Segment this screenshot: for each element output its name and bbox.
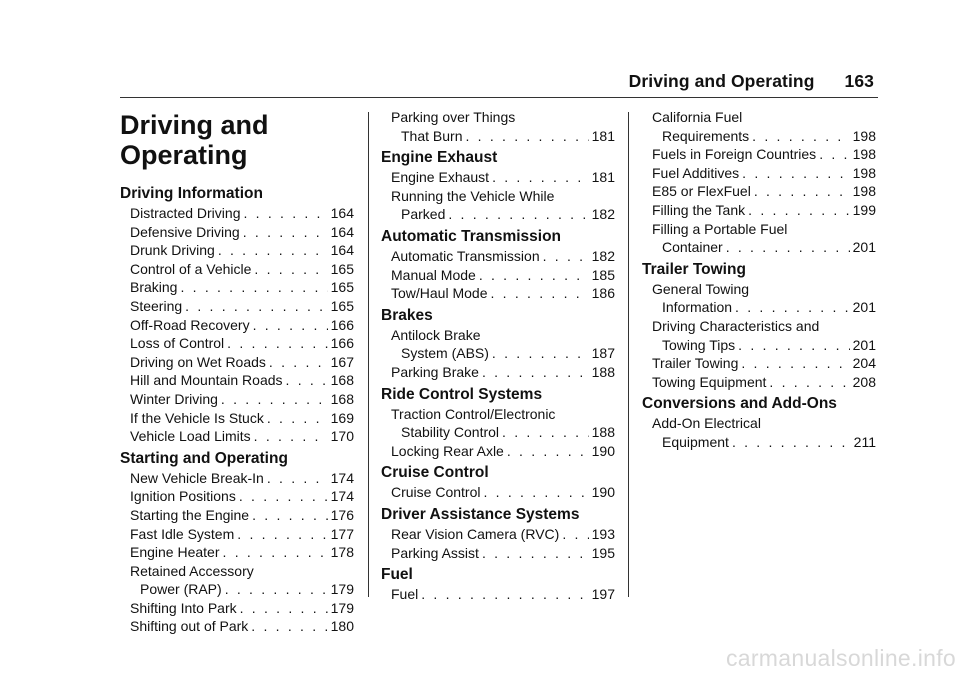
toc-entry-row bbox=[652, 182, 876, 201]
toc-entry-label-line: Traction Control/Electronic bbox=[391, 405, 556, 422]
section-heading: Conversions and Add-Ons bbox=[642, 395, 837, 413]
toc-entry-page: 181 bbox=[591, 169, 615, 186]
toc-entry bbox=[381, 483, 615, 502]
toc-entry-label: Parking Assist bbox=[391, 544, 479, 561]
toc-entry-row bbox=[391, 544, 615, 563]
toc-entry bbox=[381, 525, 615, 544]
toc-entry bbox=[120, 469, 354, 488]
toc-entry-row bbox=[652, 336, 876, 355]
toc-entry-page: 197 bbox=[591, 586, 615, 603]
dot-leader bbox=[738, 336, 849, 355]
toc-entry-label: New Vehicle Break-In bbox=[130, 469, 264, 486]
toc-entry-row bbox=[130, 278, 354, 297]
dot-leader bbox=[251, 617, 327, 636]
toc-entry-label-line: Retained Accessory bbox=[130, 562, 254, 579]
toc-entry bbox=[642, 373, 876, 392]
toc-entry-label: Driving on Wet Roads bbox=[130, 353, 266, 370]
toc-entry-label: E85 or FlexFuel bbox=[652, 183, 751, 200]
toc-entry-row bbox=[130, 223, 354, 242]
toc-entry-label: System (ABS) bbox=[401, 345, 489, 362]
toc-entry bbox=[642, 201, 876, 220]
toc-entry-label: Fuels in Foreign Countries bbox=[652, 146, 817, 163]
toc-entry-page: 164 bbox=[330, 242, 354, 259]
toc-entry-row bbox=[391, 168, 615, 187]
toc-entry-page: 177 bbox=[330, 525, 354, 542]
dot-leader bbox=[180, 278, 327, 297]
toc-entry-page: 199 bbox=[852, 201, 876, 218]
toc-entry-page: 167 bbox=[330, 353, 354, 370]
toc-entry-row bbox=[130, 371, 354, 390]
toc-entry-row bbox=[130, 297, 354, 316]
dot-leader bbox=[492, 344, 589, 363]
toc-entry-row bbox=[130, 427, 354, 446]
toc-entry-page: 179 bbox=[330, 581, 354, 598]
toc-entry-row bbox=[391, 247, 615, 266]
toc-entry bbox=[120, 353, 354, 372]
dot-leader bbox=[185, 297, 327, 316]
section-heading: Starting and Operating bbox=[120, 449, 288, 467]
running-header-title: Driving and Operating bbox=[628, 71, 815, 91]
toc-entry-label: Equipment bbox=[662, 433, 729, 450]
toc-entry-label: Fuel Additives bbox=[652, 164, 740, 181]
section-heading: Trailer Towing bbox=[642, 260, 746, 278]
toc-entry bbox=[642, 414, 876, 451]
toc-entry bbox=[120, 617, 354, 636]
toc-entry-row bbox=[652, 145, 876, 164]
dot-leader bbox=[465, 127, 588, 146]
toc-entry-label: Parked bbox=[401, 206, 446, 223]
toc-entry-label: Rear Vision Camera (RVC) bbox=[391, 525, 560, 542]
toc-entry-page: 195 bbox=[591, 544, 615, 561]
toc-entry-label: Distracted Driving bbox=[130, 205, 241, 221]
toc-entry bbox=[642, 145, 876, 164]
toc-entry bbox=[381, 168, 615, 187]
toc-entry-label: Vehicle Load Limits bbox=[130, 428, 251, 445]
header-rule bbox=[120, 97, 878, 98]
dot-leader bbox=[819, 145, 849, 164]
toc-entry-label: Tow/Haul Mode bbox=[391, 285, 488, 302]
toc-entry-page: 201 bbox=[852, 299, 876, 316]
toc-entry-page: 179 bbox=[330, 599, 354, 616]
toc-entry-label: Shifting Into Park bbox=[130, 599, 237, 616]
toc-entry-page: 166 bbox=[330, 316, 354, 333]
section-heading: Cruise Control bbox=[381, 464, 489, 482]
toc-entry-page: 182 bbox=[591, 206, 615, 223]
toc-entry-row bbox=[391, 483, 615, 502]
toc-entry-row bbox=[391, 585, 615, 604]
toc-entry-label: Steering bbox=[130, 297, 183, 314]
dot-leader bbox=[286, 371, 328, 390]
section-heading: Fuel bbox=[381, 566, 413, 584]
toc-entry-row bbox=[130, 617, 354, 636]
dot-leader bbox=[482, 363, 589, 382]
toc-entry-label: Engine Heater bbox=[130, 544, 220, 561]
toc-entry-page: 182 bbox=[591, 247, 615, 264]
section-heading: Automatic Transmission bbox=[381, 227, 562, 245]
dot-leader bbox=[752, 127, 849, 146]
toc-entry-page: 174 bbox=[330, 488, 354, 505]
toc-entry bbox=[381, 284, 615, 303]
toc-entry-page: 164 bbox=[330, 223, 354, 240]
toc-entry-label: Filling the Tank bbox=[652, 201, 746, 218]
toc-entry-row bbox=[652, 298, 876, 317]
toc-entry-row bbox=[391, 525, 615, 544]
toc-entry-row bbox=[130, 543, 354, 562]
toc-entry bbox=[120, 334, 354, 353]
dot-leader bbox=[492, 168, 589, 187]
toc-entry-label: If the Vehicle Is Stuck bbox=[130, 409, 264, 426]
dot-leader bbox=[448, 205, 588, 224]
toc-entry-label-line: Running the Vehicle While bbox=[391, 187, 555, 204]
toc-entry-row bbox=[652, 164, 876, 183]
toc-entry-page: 211 bbox=[853, 433, 876, 450]
toc-entry-page: 176 bbox=[330, 506, 354, 523]
toc-entry-page: 180 bbox=[330, 618, 354, 635]
toc-entry-label: Trailer Towing bbox=[652, 355, 739, 372]
toc-entry-page: 190 bbox=[591, 484, 615, 501]
toc-entry-label-line: General Towing bbox=[652, 280, 750, 297]
dot-leader bbox=[769, 373, 849, 392]
dot-leader bbox=[507, 442, 589, 461]
toc-entry-label-line: Driving Characteristics and bbox=[652, 317, 820, 334]
toc-entry-row bbox=[130, 525, 354, 544]
toc-entry bbox=[120, 371, 354, 390]
toc-entry bbox=[381, 585, 615, 604]
toc-entry-label-line: Add-On Electrical bbox=[652, 415, 761, 432]
toc-entry-label: Loss of Control bbox=[130, 335, 225, 352]
toc-entry bbox=[120, 223, 354, 242]
section-heading: Driving Information bbox=[120, 185, 263, 202]
dot-leader bbox=[254, 427, 328, 446]
toc-entry-page: 165 bbox=[330, 279, 354, 296]
toc-entry bbox=[381, 405, 615, 442]
toc-entry-label-line: California Fuel bbox=[652, 109, 743, 125]
toc-entry bbox=[120, 390, 354, 409]
dot-leader bbox=[483, 483, 588, 502]
dot-leader bbox=[562, 525, 588, 544]
dot-leader bbox=[252, 506, 328, 525]
toc-column-3-sections bbox=[642, 108, 876, 452]
toc-entry-label: Fast Idle System bbox=[130, 525, 235, 542]
toc-entry-page: 198 bbox=[852, 183, 876, 200]
toc-entry bbox=[642, 354, 876, 373]
dot-leader bbox=[742, 164, 849, 183]
dot-leader bbox=[223, 543, 328, 562]
dot-leader bbox=[243, 223, 328, 242]
toc-entry-row bbox=[130, 506, 354, 525]
toc-entry-label: Stability Control bbox=[401, 424, 500, 441]
toc-entry-row bbox=[130, 469, 354, 488]
toc-entry-row bbox=[130, 334, 354, 353]
toc-entry bbox=[642, 164, 876, 183]
toc-entry-label: Parking Brake bbox=[391, 363, 479, 380]
toc-entry-label: Fuel bbox=[391, 586, 419, 603]
toc-entry-page: 185 bbox=[591, 266, 615, 283]
toc-entry-label: Engine Exhaust bbox=[391, 169, 490, 186]
toc-entry bbox=[381, 187, 615, 224]
toc-entry bbox=[381, 363, 615, 382]
toc-entry-page: 201 bbox=[852, 336, 876, 353]
toc-entry-row bbox=[130, 487, 354, 506]
toc-entry bbox=[642, 182, 876, 201]
toc-entry bbox=[381, 266, 615, 285]
toc-entry bbox=[120, 506, 354, 525]
dot-leader bbox=[502, 423, 589, 442]
chapter-title-line-1: Driving and bbox=[120, 110, 269, 140]
toc-entry-row bbox=[130, 599, 354, 618]
toc-entry-page: 165 bbox=[330, 260, 354, 277]
toc-entry-label: Defensive Driving bbox=[130, 223, 240, 240]
toc-entry bbox=[120, 297, 354, 316]
dot-leader bbox=[732, 433, 851, 452]
toc-entry-label-line: Filling a Portable Fuel bbox=[652, 220, 788, 237]
toc-entry-page: 187 bbox=[591, 345, 615, 362]
column-divider-2 bbox=[628, 112, 629, 597]
toc-entry-label: Winter Driving bbox=[130, 390, 218, 407]
toc-entry bbox=[381, 247, 615, 266]
toc-column-2 bbox=[381, 108, 615, 604]
toc-entry-page: 198 bbox=[852, 164, 876, 181]
dot-leader bbox=[479, 266, 589, 285]
toc-entry bbox=[381, 544, 615, 563]
toc-entry-label: Off-Road Recovery bbox=[130, 316, 250, 333]
toc-entry-label: Shifting out of Park bbox=[130, 618, 249, 635]
dot-leader bbox=[269, 353, 328, 372]
toc-entry bbox=[120, 316, 354, 335]
toc-entry-page: 174 bbox=[330, 469, 354, 486]
toc-entry bbox=[120, 525, 354, 544]
toc-entry-page: 170 bbox=[330, 428, 354, 445]
toc-entry-label-line: Antilock Brake bbox=[391, 326, 481, 343]
section-heading: Engine Exhaust bbox=[381, 149, 498, 167]
toc-entry-row bbox=[130, 316, 354, 335]
dot-leader bbox=[754, 182, 850, 201]
toc-entry-page: 164 bbox=[330, 205, 354, 221]
toc-entry-row bbox=[130, 409, 354, 428]
toc-entry bbox=[381, 442, 615, 461]
toc-entry-row bbox=[652, 433, 876, 452]
toc-entry-page: 165 bbox=[330, 297, 354, 314]
toc-entry-label: Requirements bbox=[662, 127, 750, 144]
toc-entry bbox=[120, 241, 354, 260]
toc-entry bbox=[120, 562, 354, 599]
toc-entry-page: 178 bbox=[330, 544, 354, 561]
toc-entry-row bbox=[652, 354, 876, 373]
chapter-title bbox=[120, 110, 354, 170]
toc-entry-row bbox=[391, 205, 615, 224]
toc-entry-page: 168 bbox=[330, 372, 354, 389]
dot-leader bbox=[726, 238, 850, 257]
toc-column-1-sections bbox=[120, 184, 354, 636]
toc-entry-label: Power (RAP) bbox=[140, 581, 222, 598]
toc-column-1 bbox=[120, 108, 354, 636]
dot-leader bbox=[240, 599, 328, 618]
toc-entry-row bbox=[652, 201, 876, 220]
toc-entry-row bbox=[391, 423, 615, 442]
toc-entry-page: 198 bbox=[852, 127, 876, 144]
chapter-title-line-2: Operating bbox=[120, 140, 248, 170]
dot-leader bbox=[421, 585, 588, 604]
toc-entry-label: Control of a Vehicle bbox=[130, 260, 252, 277]
toc-entry bbox=[381, 108, 615, 145]
dot-leader bbox=[254, 260, 327, 279]
toc-entry-page: 190 bbox=[591, 442, 615, 459]
toc-entry-row bbox=[391, 344, 615, 363]
dot-leader bbox=[482, 544, 589, 563]
toc-entry-page: 188 bbox=[591, 363, 615, 380]
dot-leader bbox=[267, 469, 328, 488]
toc-entry-label-line: Parking over Things bbox=[391, 109, 516, 125]
toc-entry-page: 166 bbox=[330, 335, 354, 352]
toc-entry bbox=[120, 543, 354, 562]
dot-leader bbox=[221, 390, 328, 409]
toc-entry-row bbox=[391, 284, 615, 303]
toc-entry bbox=[642, 108, 876, 145]
toc-entry-row bbox=[391, 266, 615, 285]
toc-entry-label: That Burn bbox=[401, 127, 463, 144]
page-number: 163 bbox=[844, 71, 874, 91]
dot-leader bbox=[253, 316, 328, 335]
column-divider-1 bbox=[368, 112, 369, 597]
toc-entry-page: 204 bbox=[852, 355, 876, 372]
dot-leader bbox=[225, 580, 328, 599]
toc-entry-label: Drunk Driving bbox=[130, 242, 215, 259]
dot-leader bbox=[491, 284, 589, 303]
section-heading: Ride Control Systems bbox=[381, 385, 543, 403]
section-heading: Brakes bbox=[381, 306, 433, 324]
toc-entry-page: 193 bbox=[591, 525, 615, 542]
toc-entry-page: 198 bbox=[852, 146, 876, 163]
toc-entry-page: 168 bbox=[330, 390, 354, 407]
dot-leader bbox=[243, 204, 327, 223]
toc-column-2-sections bbox=[381, 108, 615, 604]
running-header bbox=[629, 71, 874, 92]
dot-leader bbox=[741, 354, 849, 373]
toc-entry-label: Towing Equipment bbox=[652, 373, 767, 390]
toc-entry bbox=[120, 409, 354, 428]
toc-entry-label: Ignition Positions bbox=[130, 488, 236, 505]
toc-entry bbox=[120, 599, 354, 618]
toc-entry bbox=[120, 260, 354, 279]
dot-leader bbox=[237, 525, 327, 544]
dot-leader bbox=[218, 241, 328, 260]
toc-entry-label: Locking Rear Axle bbox=[391, 442, 504, 459]
dot-leader bbox=[227, 334, 327, 353]
toc-entry-label: Braking bbox=[130, 279, 178, 296]
dot-leader bbox=[748, 201, 850, 220]
toc-entry bbox=[642, 220, 876, 257]
toc-entry-row bbox=[130, 241, 354, 260]
toc-entry-page: 201 bbox=[852, 239, 876, 256]
dot-leader bbox=[267, 409, 328, 428]
toc-entry-row bbox=[391, 127, 615, 146]
toc-entry-row bbox=[652, 238, 876, 257]
toc-entry-row bbox=[130, 580, 354, 599]
toc-entry-label: Information bbox=[662, 299, 733, 316]
toc-entry-row bbox=[391, 442, 615, 461]
toc-entry-label: Towing Tips bbox=[662, 336, 736, 353]
toc-entry-row bbox=[130, 204, 354, 223]
watermark: carmanualsonline.info bbox=[725, 645, 956, 671]
toc-entry-row bbox=[391, 363, 615, 382]
toc-entry bbox=[381, 326, 615, 363]
toc-entry-row bbox=[652, 127, 876, 146]
toc-column-3 bbox=[642, 108, 876, 452]
toc-entry-label: Starting the Engine bbox=[130, 506, 250, 523]
toc-entry-label: Container bbox=[662, 239, 723, 256]
toc-entry-row bbox=[652, 373, 876, 392]
section-heading: Driver Assistance Systems bbox=[381, 505, 580, 523]
toc-entry bbox=[120, 487, 354, 506]
toc-entry-row bbox=[130, 260, 354, 279]
toc-entry-page: 186 bbox=[591, 285, 615, 302]
dot-leader bbox=[239, 487, 328, 506]
toc-entry-page: 181 bbox=[591, 127, 615, 144]
toc-entry-label: Automatic Transmission bbox=[391, 247, 540, 264]
toc-entry-page: 188 bbox=[591, 424, 615, 441]
toc-entry bbox=[642, 280, 876, 317]
toc-entry bbox=[120, 204, 354, 223]
dot-leader bbox=[543, 247, 589, 266]
dot-leader bbox=[735, 298, 850, 317]
toc-entry-label: Hill and Mountain Roads bbox=[130, 372, 283, 389]
toc-entry-page: 208 bbox=[852, 373, 876, 390]
toc-entry bbox=[120, 278, 354, 297]
toc-entry-label: Manual Mode bbox=[391, 266, 476, 283]
toc-entry-label: Cruise Control bbox=[391, 484, 481, 501]
toc-entry-page: 169 bbox=[330, 409, 354, 426]
toc-entry-row bbox=[130, 390, 354, 409]
toc-entry-row bbox=[130, 353, 354, 372]
toc-entry bbox=[642, 317, 876, 354]
toc-entry bbox=[120, 427, 354, 446]
